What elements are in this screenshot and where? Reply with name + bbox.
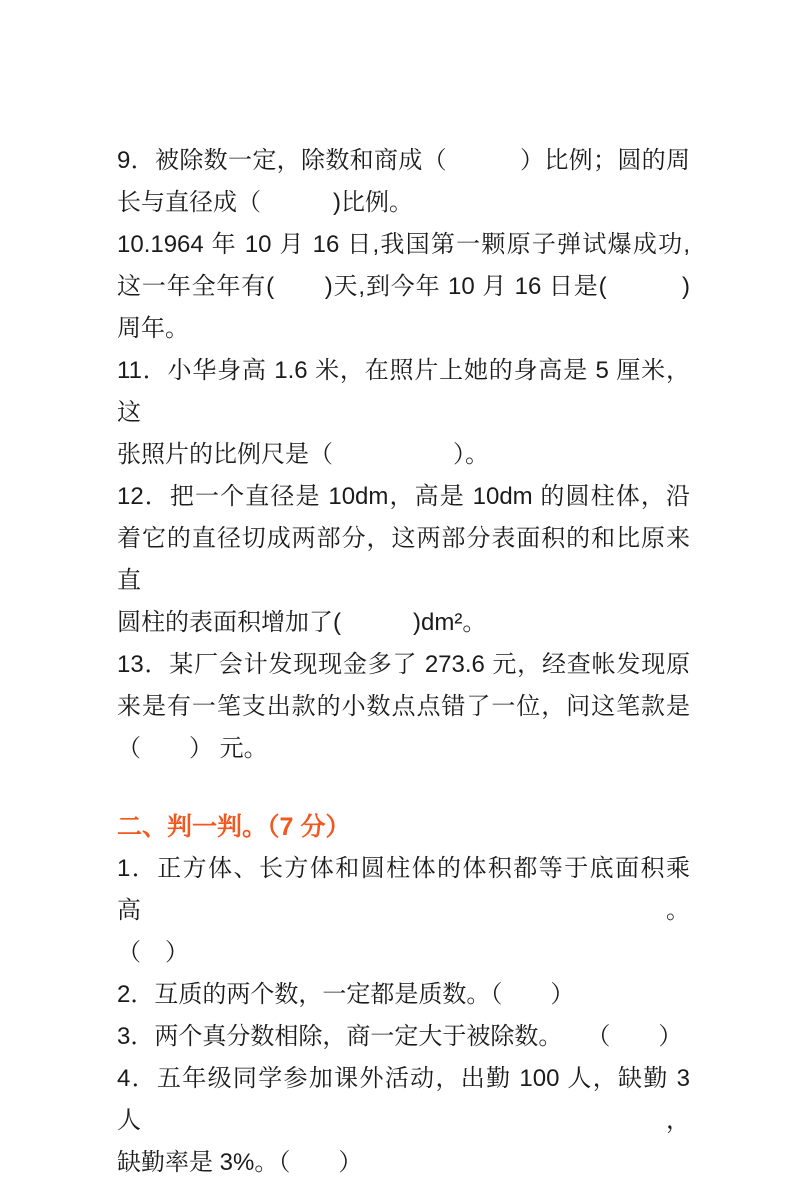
judge-q4-line-1: 4．五年级同学参加课外活动，出勤 100 人，缺勤 3 人， [117, 1065, 697, 1134]
judge-q4-line-2: 缺勤率是 3%。（ ） [117, 1149, 363, 1176]
q13-line-2: 来是有一笔支出款的小数点点错了一位，问这笔款是 [117, 693, 690, 720]
q10-line-2: 这一年全年有( )天,到今年 10 月 16 日是( ) [117, 273, 690, 300]
q12-line-3: 圆柱的表面积增加了( )dm²。 [117, 609, 487, 636]
q9-line-1: 9．被除数一定，除数和商成（ ）比例；圆的周 [117, 147, 690, 174]
judge-q1-line-1: 1．正方体、长方体和圆柱体的体积都等于底面积乘高。 [117, 855, 690, 924]
q10-line-3: 周年。 [117, 315, 189, 342]
q11-line-1: 11．小华身高 1.6 米，在照片上她的身高是 5 厘米，这 [117, 357, 690, 426]
judge-section [117, 848, 697, 1184]
judge-section-heading: 二、判一判。（7 分） [117, 813, 351, 841]
worksheet-content [117, 140, 697, 1184]
q10-line-1: 10.1964 年 10 月 16 日,我国第一颗原子弹试爆成功, [117, 231, 690, 258]
judge-q1-line-2: （ ） [117, 939, 189, 966]
q13-line-1: 13．某厂会计发现现金多了 273.6 元，经查帐发现原 [117, 651, 690, 678]
fill-in-blank-section [117, 140, 690, 770]
q9-line-2: 长与直径成（ )比例。 [117, 189, 413, 216]
q11-line-2: 张照片的比例尺是（ ）。 [117, 441, 489, 468]
judge-q3-line-1: 3．两个真分数相除，商一定大于被除数。 （ ） [117, 1023, 683, 1050]
judge-q2-line-1: 2．互质的两个数，一定都是质数。（ ） [117, 981, 575, 1008]
q12-line-2: 着它的直径切成两部分，这两部分表面积的和比原来直 [117, 525, 690, 594]
q12-line-1: 12．把一个直径是 10dm，高是 10dm 的圆柱体，沿 [117, 483, 690, 510]
q13-line-3: （ ） 元。 [117, 735, 268, 762]
